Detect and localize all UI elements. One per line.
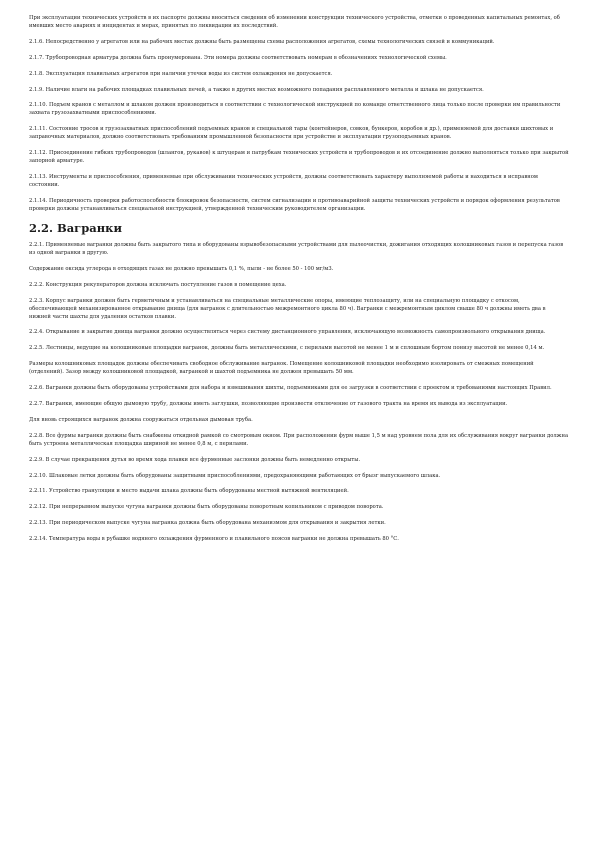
section-heading: 2.2. Вагранки [29,220,122,235]
paragraph: 2.2.14. Температура воды в рубашке водяного охлаждения фурменного и плавильного поясов вагранки не должна превышать 80 °С. [29,536,399,543]
paragraph: 2.2.12. При непрерывном выпуске чугуна вагранки должны быть оборудованы поворотным копильником с приводом поворота. [29,504,384,511]
paragraph: Содержание оксида углерода в отходящих газах не должно превышать 0,1 %, пыли - не более 50 - 100 мг/м3. [29,265,334,272]
paragraph: 2.1.11. Состояние тросов и грузозахватных приспособлений подъемных кранов и специальной тары (контейнеров, совков, бункеров, коробов и др.), применяемой для доставки шихтовых и заправочных материалов, должно соответствовать требованиям промышленной безопасности при устройстве и эксплуатации грузоподъемных кранов. [29,126,554,141]
paragraph: 2.2.6. Вагранки должны быть оборудованы устройствами для набора и взвешивания шихты, подъемниками для ее загрузки в соответствии с проектом и требованиями настоящих Правил. [29,385,552,392]
section-2-1-paragraphs [29,14,569,213]
paragraph: При эксплуатации технических устройств в их паспорте должны вноситься сведения об изменении конструкции технического устройства, отметки о проведенных капитальных ремонтах, об имевших место авариях и инцидентах и мерах, принятых по ликвидации их последствий. [29,15,560,29]
paragraph: 2.2.5. Лестницы, ведущие на колошниковые площадки вагранок, должны быть металлическими, с перилами высотой не менее 1 м и сплошным бортом понизу высотой не менее 0,14 м. [29,345,545,352]
paragraph: 2.2.3. Корпус вагранки должен быть герметичным и устанавливаться на специальные металлические опоры, имеющие теплозащиту, или на специальную площадку с откосом, обеспечивающей механизированное открывание днища (для вагранок с длительностью межремонтного цикла 80 ч). Вагранки с межремонтным циклом свыше 80 ч должны иметь два в нижней части шахты для удаления остатков плавки. [29,297,546,320]
paragraph: 2.1.13. Инструменты и приспособления, применяемые при обслуживании технических устройств, должны соответствовать характеру выполняемой работы и находиться в исправном состоянии. [29,174,538,189]
paragraph: 2.1.6. Непосредственно у агрегатов или на рабочих местах должны быть размещены схемы расположения агрегатов, схемы технологических связей и коммуникаций. [29,38,495,45]
paragraph: 2.1.7. Трубопроводная арматура должна быть пронумерована. Эти номера должны соответствовать номерам в обозначениях технологической схемы. [29,54,447,61]
section-2-2-paragraphs [29,241,569,543]
paragraph: 2.1.12. Присоединение гибких трубопроводов (шлангов, рукавов) к штуцерам и патрубкам технических устройств и трубопроводов и их отсоединение должно выполняться только при закрытой запорной арматуре. [29,150,569,165]
paragraph: 2.2.9. В случае прекращения дутья во время хода плавки все фурменные заслонки должны быть немедленно открыты. [29,456,361,463]
paragraph: 2.2.4. Открывание и закрытие днища вагранки должно осуществляться через систему дистанционного управления, исключающую возможность самопроизвольного открывания днища. [29,329,546,336]
paragraph: 2.1.8. Эксплуатация плавильных агрегатов при наличии утечки воды из систем охлаждения не допускается. [29,70,333,77]
paragraph: 2.1.14. Периодичность проверки работоспособности блокировок безопасности, систем сигнализации и противоаварийной защиты технических устройств и порядок оформления результатов проверки должны устанавливаться специальной инструкцией, утвержденной техническим руководителем организации. [29,198,560,213]
paragraph: Размеры колошниковых площадок должны обеспечивать свободное обслуживание вагранок. Помещение колошниковой площадки необходимо изолировать от смежных помещений (отделений). Зазор между колошниковой площадкой, вагранкой и шахтой подъемника не должен превышать 50 мм. [29,361,534,376]
document-body [29,14,569,551]
paragraph: 2.2.8. Все фурмы вагранки должны быть снабжены откидной рамкой со смотровым окном. При расположении фурм выше 1,5 м над уровнем пола для их обслуживания вокруг вагранки должна быть устроена металлическая площадка шириной не менее 0,8 м, с перилами. [29,432,569,447]
paragraph: 2.2.11. Устройство грануляции и место выдачи шлака должны быть оборудованы местной вытяжной вентиляцией. [29,488,349,495]
paragraph: 2.2.1. Применяемые вагранки должны быть закрытого типа и оборудованы взрывобезопасными устройствами для пылеочистки, дожигания отходящих колошниковых газов и перепуска газов из одной вагранки в другую. [29,241,564,256]
paragraph: 2.1.10. Подъем кранов с металлом и шлаком должен производиться в соответствии с технологической инструкцией по команде ответственного лица только после проверки им правильности захвата грузозахватными приспособлениями. [29,102,561,117]
paragraph: 2.2.10. Шлаковые летки должны быть оборудованы защитными приспособлениями, предохраняющими работающих от брызг выпускаемого шлака. [29,472,441,479]
paragraph: 2.1.9. Наличие влаги на рабочих площадках плавильных печей, а также в других местах возможного попадания расплавленного металла и шлака не допускается. [29,86,484,93]
paragraph: 2.2.7. Вагранки, имеющие общую дымовую трубу, должны иметь заглушки, позволяющие произвести отключение от газового тракта на время их вывода из эксплуатации. [29,401,508,408]
paragraph: 2.2.13. При периодическом выпуске чугуна вагранка должна быть оборудована механизмом для открывания и закрытия летки. [29,520,386,527]
paragraph: Для вновь строящихся вагранок должна сооружаться отдельная дымовая труба. [29,416,253,423]
paragraph: 2.2.2. Конструкция рекуператоров должна исключать поступление газов в помещение цеха. [29,281,287,288]
